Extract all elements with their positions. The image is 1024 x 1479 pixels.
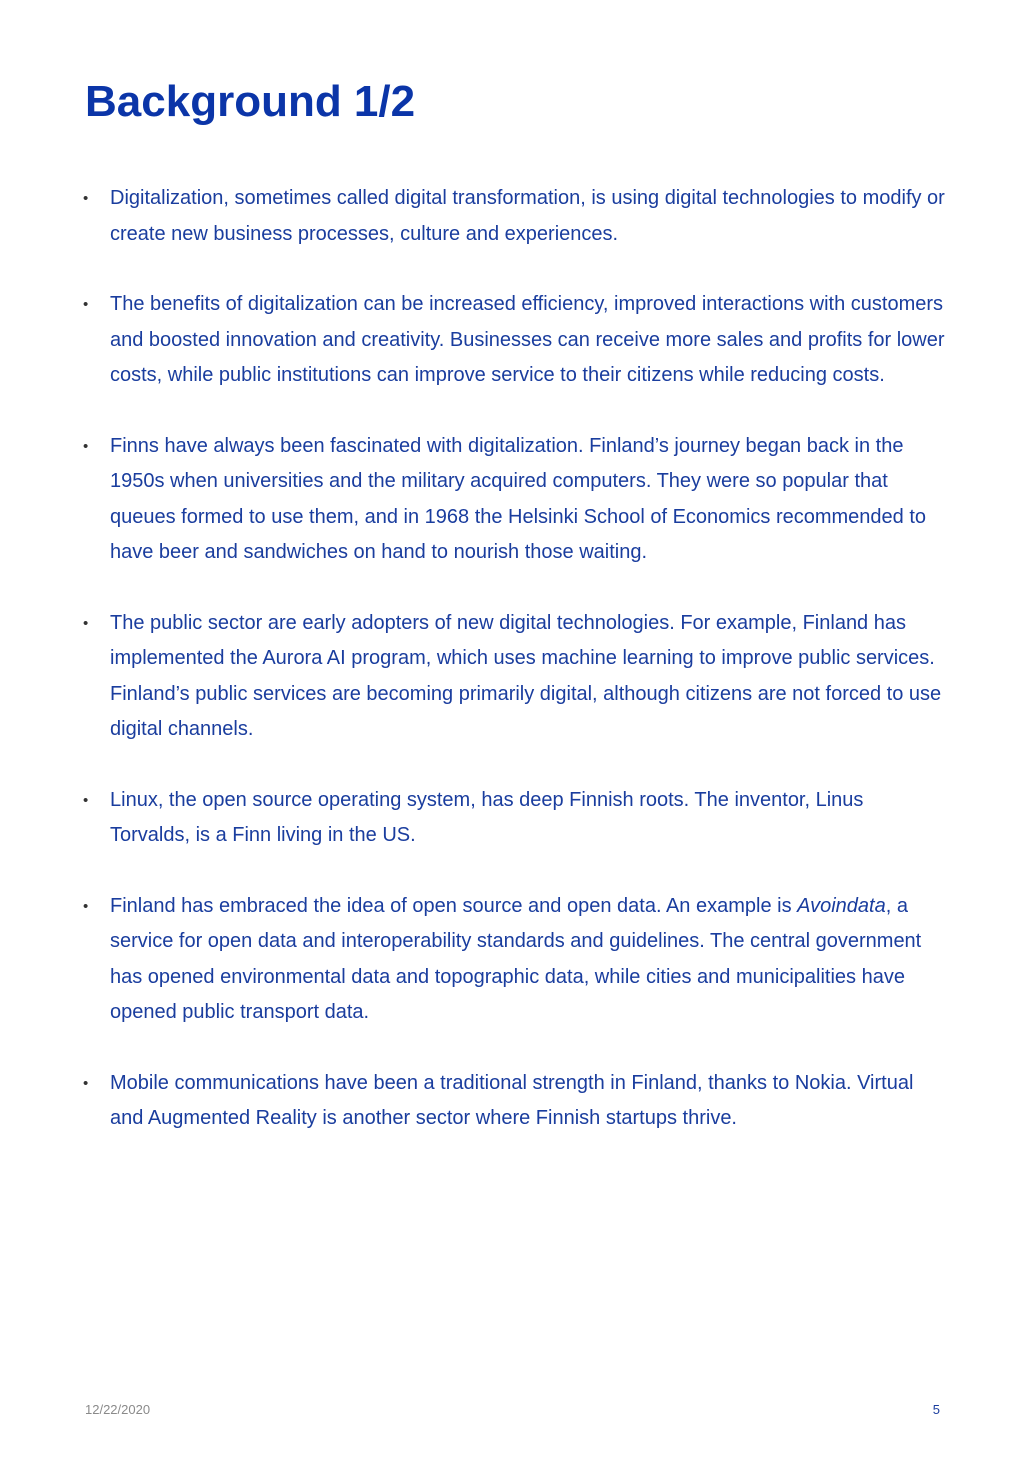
bullet-text: Digitalization, sometimes called digital transformation, is using digital technologies to modify or create new business processes, culture and experiences. — [110, 187, 945, 245]
bullet-item-public-sector — [0, 606, 1024, 748]
bullet-text: Linux, the open source operating system, has deep Finnish roots. The inventor, Linus Torvalds, is a Finn living in the US. — [110, 788, 864, 846]
footer-date: 12/22/2020 — [85, 1402, 151, 1417]
page-number: 5 — [932, 1402, 940, 1417]
bullet-text-before: Finland has embraced the idea of open source and open data. An example is — [110, 894, 798, 917]
bullet-text — [110, 889, 946, 1031]
bullet-dot-icon: • — [83, 897, 89, 915]
bullet-text: Finns have always been fascinated with digitalization. Finland’s journey began back in the 1950s when universities and the military acquired computers. They were so popular that queues formed to use them, and in 1968 the Helsinki School of Economics recommended to have beer and sandwiches on hand to nourish those waiting. — [110, 434, 927, 563]
bullet-text: Mobile communications have been a traditional strength in Finland, thanks to Nokia. Virtual and Augmented Reality is another sector where Finnish startups thrive. — [110, 1071, 914, 1129]
bullet-item-linux — [0, 783, 1024, 854]
slide-title: Background 1/2 — [85, 77, 416, 126]
bullet-dot-icon: • — [83, 614, 89, 632]
bullet-text: The benefits of digitalization can be increased efficiency, improved interactions with customers and boosted innovation and creativity. Businesses can receive more sales and profits for lower costs, while public institutions can improve service to their citizens while reducing costs. — [110, 293, 945, 386]
bullet-item-finns-history — [0, 429, 1024, 571]
bullet-dot-icon: • — [83, 296, 89, 313]
bullet-dot-icon: • — [83, 791, 89, 809]
bullet-item-open-data — [0, 889, 1024, 1031]
avoindata-italic: Avoindata — [797, 894, 886, 917]
bullet-item-benefits — [0, 287, 1024, 394]
bullet-item-mobile — [0, 1066, 1024, 1137]
bullet-text-after: , a service for open data and interoperability standards and guidelines. The central government has opened environmental data and topographic data, while cities and municipalities have opened public transport data. — [110, 894, 922, 1023]
bullet-dot-icon: • — [83, 437, 89, 455]
bullet-dot-icon: • — [83, 190, 89, 207]
bullet-item-digitalization — [0, 181, 1024, 252]
bullet-dot-icon: • — [83, 1074, 89, 1092]
bullet-text: The public sector are early adopters of new digital technologies. For example, Finland has implemented the Aurora AI program, which uses machine learning to improve public services. Finland’s public services are becoming primarily digital, although citizens are not forced to use digital channels. — [110, 611, 942, 740]
bullet-list — [0, 181, 1024, 1172]
